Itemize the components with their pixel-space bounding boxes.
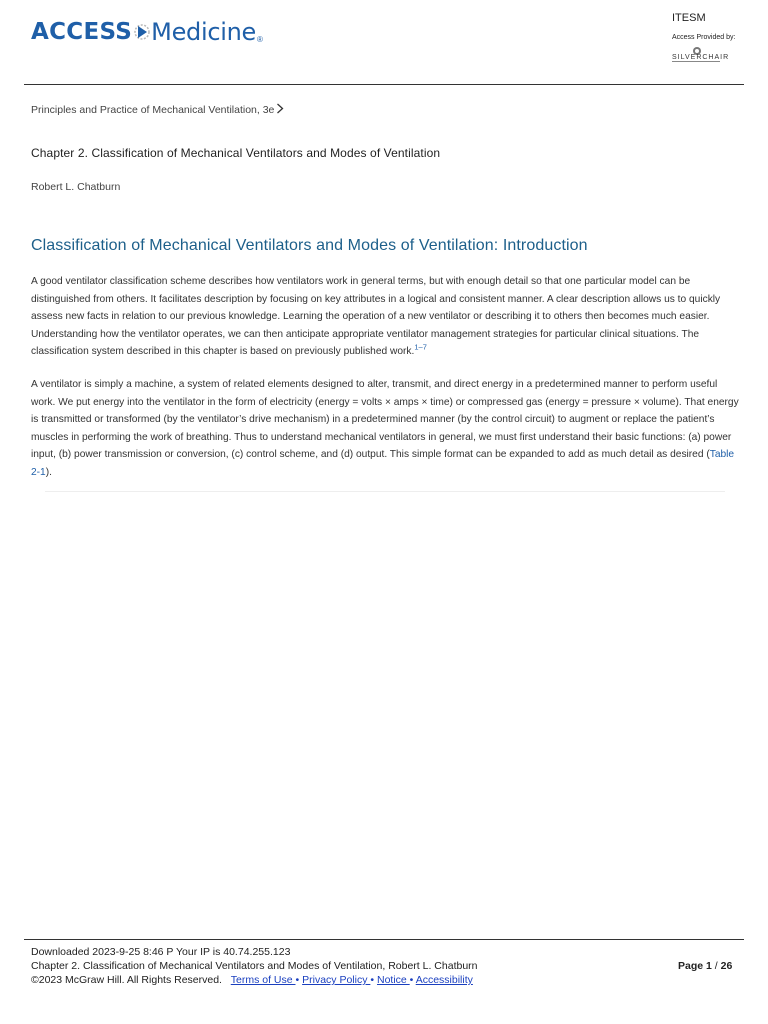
page-label: Page [678,960,704,972]
paragraph-end: ). [45,466,52,478]
citation-line: Chapter 2. Classification of Mechanical Ventilators and Modes of Ventilation, Robert L. Chatburn [31,960,478,972]
author-name: Robert L. Chatburn [31,181,121,193]
copyright-line [31,974,473,986]
section-title: Classification of Mechanical Ventilators and Modes of Ventilation: Introduction [31,237,588,254]
accessmedicine-logo[interactable] [31,12,263,52]
registered-mark: ® [257,35,263,44]
bullet-separator: • [295,974,300,986]
intro-paragraph-2 [31,376,741,481]
chevron-right-icon [276,103,284,117]
notice-link[interactable]: Notice [376,974,410,986]
page-header [0,0,768,86]
accessibility-link[interactable]: Accessibility [415,974,473,986]
access-provided-label: Access Provided by: [672,34,736,41]
logo-medicine-text: Medicine [151,18,256,46]
breadcrumb-book-link[interactable]: Principles and Practice of Mechanical Ventilation, 3e [31,104,275,116]
table-reference-link[interactable]: Table 2-1 [31,449,735,478]
bullet-separator: • [409,974,414,986]
intro-paragraph-1 [31,273,741,361]
privacy-policy-link[interactable]: Privacy Policy [302,974,371,986]
reference-link[interactable]: 1–7 [414,342,427,352]
logo-gear-icon [134,15,150,49]
copyright-text: ©2023 McGraw Hill. All Rights Reserved. [31,974,222,986]
page-total: 26 [720,960,733,972]
chapter-title: Chapter 2. Classification of Mechanical Ventilators and Modes of Ventilation [31,146,441,160]
bullet-separator: • [370,974,375,986]
page-current: 1 [706,960,712,972]
page-indicator [678,960,732,972]
terms-of-use-link[interactable]: Terms of Use [230,974,296,986]
logo-access-text: ACCESS [31,19,133,45]
paragraph-text: A ventilator is simply a machine, a system of related elements designed to alter, transmit, and direct energy in a predetermined manner to perform useful work. We put energy into the ventilator in the form of electricity (energy = volts × amps × time) or compressed gas (energy = pressure × volume). That energy is transmitted or transformed (by the ventilator’s drive mechanism) in a predetermined manner (by the control circuit) to augment or replace the patient’s muscles in performing the work of breathing. Thus to understand mechanical ventilators in general, we must first understand their basic functions: (a) power input, (b) power transmission or conversion, (c) control scheme, and (d) output. This simple format can be expanded to add as much detail as desired ( [31,379,739,460]
download-info: Downloaded 2023-9-25 8:46 P Your IP is 40.74.255.123 [31,946,291,958]
provider-underline [672,61,720,62]
paragraph-text: A good ventilator classification scheme describes how ventilators work in general terms, but with enough detail so that one particular model can be distinguished from others. It facilitates description by focusing on key attributes in a logical and consistent manner. A clear description allows us to quickly assess new facts in relation to our previous knowledge. Learning the operation of a new ventilator or describing it to others then becomes much easier. Understanding how the ventilator operates, we can then anticipate appropriate ventilator management strategies for particular clinical situations. The classification system described in this chapter is based on previously published work. [31,276,721,357]
provider-name: SILVERCHAIR [672,54,730,61]
breadcrumb[interactable] [31,103,284,117]
footer-divider [24,939,744,940]
content-divider [45,491,725,492]
institution-name: ITESM [672,12,706,24]
page-separator: / [714,960,718,972]
header-divider [24,84,744,85]
